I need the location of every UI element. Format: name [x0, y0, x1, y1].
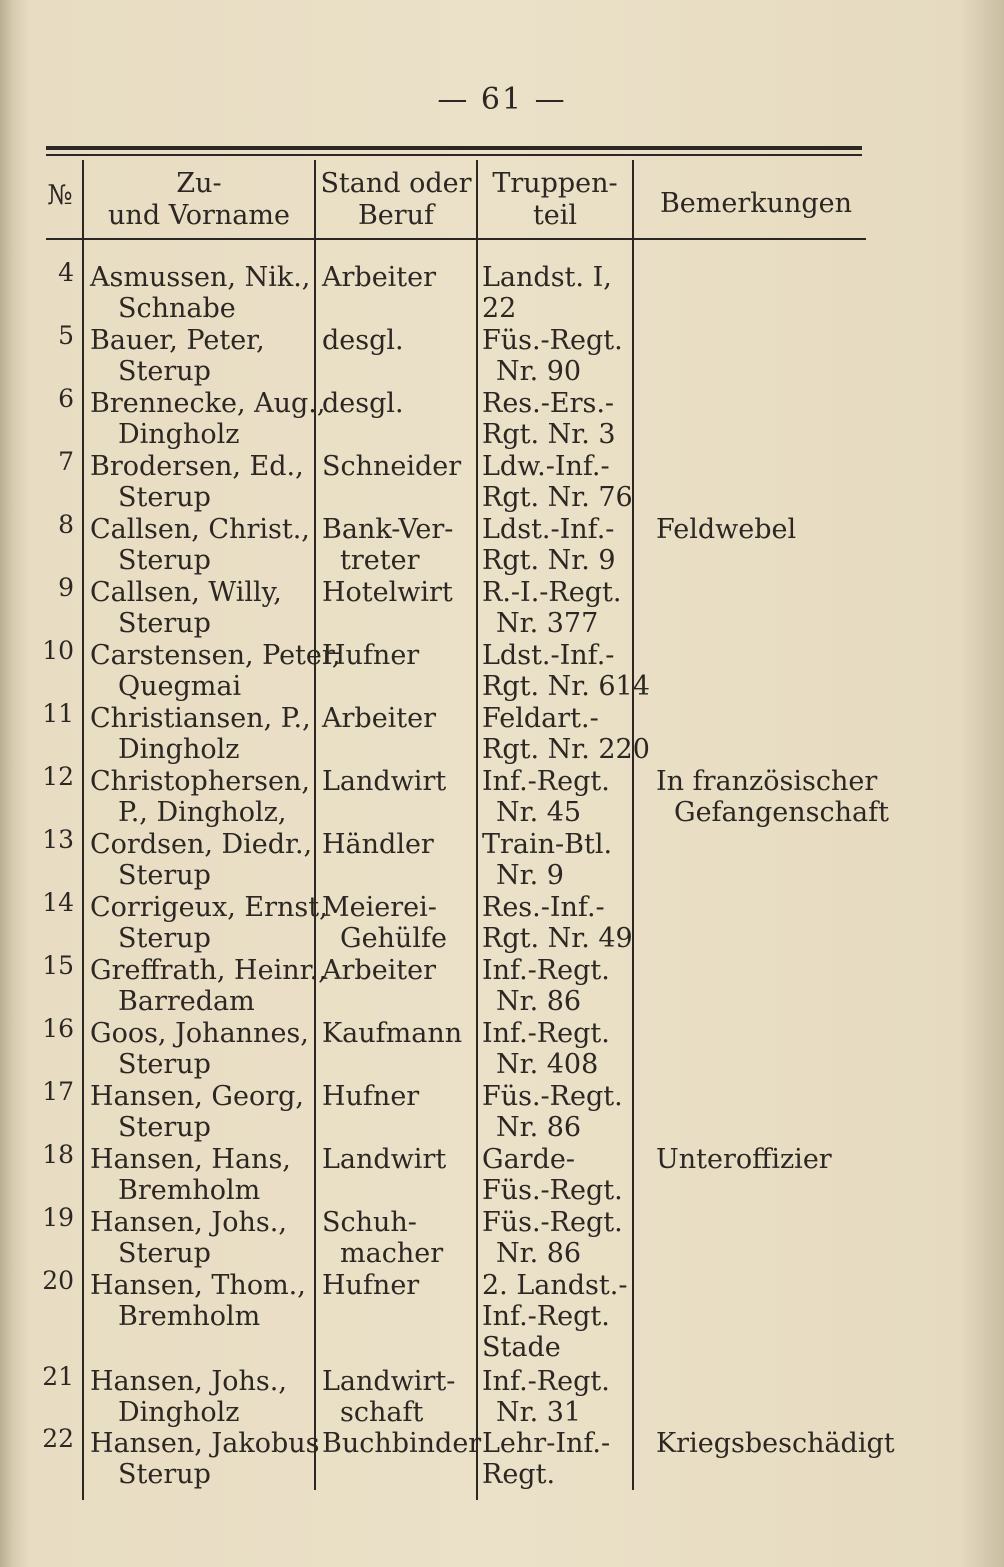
row-occupation [322, 325, 404, 356]
row-unit-line: Rgt. Nr. 76 [482, 482, 633, 513]
row-occupation [322, 766, 446, 797]
row-name [90, 577, 282, 639]
row-number: 11 [42, 699, 74, 728]
row-unit-line: Rgt. Nr. 3 [482, 419, 616, 450]
row-occupation-line: desgl. [322, 388, 404, 419]
header-num: № [47, 180, 73, 211]
row-number: 12 [42, 762, 74, 791]
row-name [90, 829, 312, 891]
row-number: 4 [58, 258, 74, 287]
row-occupation-line: Schuh- [322, 1207, 417, 1238]
row-occupation-line: desgl. [322, 325, 404, 356]
row-unit-line: 22 [482, 293, 517, 324]
row-occupation [322, 1144, 446, 1175]
row-name-line: Barredam [118, 986, 255, 1017]
row-unit-line: Train-Btl. [482, 829, 613, 860]
row-unit-line: Stade [482, 1332, 561, 1363]
row-number: 14 [42, 888, 74, 917]
row-unit [482, 1207, 623, 1269]
row-remarks-line: Feldwebel [656, 514, 797, 545]
row-name-line: Callsen, Willy, [90, 577, 282, 608]
row-unit-line: Lehr-Inf.- [482, 1428, 611, 1459]
row-occupation [322, 1018, 462, 1049]
row-unit [482, 640, 650, 702]
row-name-line: P., Dingholz, [118, 797, 287, 828]
row-number: 22 [42, 1424, 74, 1453]
row-remarks-line: Kriegsbeschädigt [656, 1428, 895, 1459]
row-name-line: Quegmai [118, 671, 242, 702]
row-occupation-line: Landwirt- [322, 1366, 456, 1397]
row-unit-line: Nr. 9 [496, 860, 564, 891]
row-unit [482, 388, 616, 450]
row-unit [482, 1366, 610, 1428]
row-occupation-line: Arbeiter [322, 955, 437, 986]
row-unit-line: Füs.-Regt. [482, 1081, 623, 1112]
row-occupation [322, 577, 453, 608]
row-unit-line: Nr. 377 [496, 608, 599, 639]
row-number: 19 [42, 1203, 74, 1232]
row-name-line: Cordsen, Diedr., [90, 829, 313, 860]
col-divider-unit [632, 160, 634, 1490]
row-name-line: Hansen, Johs., [90, 1366, 287, 1397]
row-number: 7 [58, 447, 74, 476]
row-name [90, 1428, 320, 1490]
row-occupation-line: Landwirt [322, 1144, 447, 1175]
row-unit [482, 1081, 623, 1143]
row-number: 21 [42, 1362, 74, 1391]
row-name [90, 640, 340, 702]
row-unit-line: R.-I.-Regt. [482, 577, 622, 608]
row-occupation [322, 1207, 443, 1269]
row-unit [482, 955, 610, 1017]
row-occupation-line: treter [340, 545, 420, 576]
row-unit-line: Nr. 31 [496, 1397, 582, 1428]
row-name-line: Christiansen, P., [90, 703, 311, 734]
row-occupation [322, 514, 453, 576]
row-unit-line: Inf.-Regt. [482, 1018, 610, 1049]
col-divider-job [476, 160, 478, 1500]
row-name-line: Bauer, Peter, [90, 325, 265, 356]
row-name-line: Goos, Johannes, [90, 1018, 309, 1049]
row-name [90, 1270, 306, 1332]
row-number: 13 [42, 825, 74, 854]
row-unit-line: Füs.-Regt. [482, 1175, 623, 1206]
row-unit-line: Nr. 86 [496, 986, 582, 1017]
row-occupation-line: Gehülfe [340, 923, 447, 954]
row-unit-line: Rgt. Nr. 614 [482, 671, 650, 702]
row-occupation-line: Arbeiter [322, 262, 437, 293]
row-occupation [322, 388, 404, 419]
row-remarks [656, 514, 796, 545]
row-name [90, 1018, 309, 1080]
row-name-line: Brodersen, Ed., [90, 451, 304, 482]
row-unit-line: Ldw.-Inf.- [482, 451, 610, 482]
row-name [90, 514, 310, 576]
row-unit [482, 1270, 627, 1363]
row-name [90, 451, 304, 513]
row-remarks-line: In französischer [656, 766, 878, 797]
row-unit [482, 766, 610, 828]
header-name [86, 168, 312, 232]
header-name-line1: Zu- [176, 168, 222, 199]
row-occupation-line: Hotelwirt [322, 577, 453, 608]
row-name [90, 1207, 287, 1269]
row-name-line: Brennecke, Aug., [90, 388, 326, 419]
row-name [90, 703, 311, 765]
row-occupation [322, 1366, 455, 1428]
row-name [90, 388, 325, 450]
row-remarks-line: Unteroffizier [656, 1144, 832, 1175]
row-unit-line: Inf.-Regt. [482, 955, 610, 986]
row-number: 18 [42, 1140, 74, 1169]
header-rule [46, 238, 866, 240]
row-name-line: Hansen, Thom., [90, 1270, 306, 1301]
row-occupation-line: schaft [340, 1397, 424, 1428]
row-name-line: Greffrath, Heinr., [90, 955, 327, 986]
row-occupation [322, 892, 447, 954]
row-name-line: Sterup [118, 1459, 211, 1490]
row-unit-line: Nr. 408 [496, 1049, 599, 1080]
row-name [90, 325, 265, 387]
row-occupation-line: Hufner [322, 1270, 420, 1301]
row-unit-line: Rgt. Nr. 49 [482, 923, 633, 954]
row-name-line: Schnabe [118, 293, 236, 324]
row-unit [482, 451, 633, 513]
row-number: 8 [58, 510, 74, 539]
row-unit-line: Res.-Inf.- [482, 892, 605, 923]
row-occupation [322, 703, 436, 734]
row-name-line: Corrigeux, Ernst, [90, 892, 328, 923]
row-name-line: Hansen, Georg, [90, 1081, 304, 1112]
col-divider-name [314, 160, 316, 1490]
row-number: 10 [42, 636, 74, 665]
row-unit-line: Rgt. Nr. 9 [482, 545, 616, 576]
row-unit-line: Inf.-Regt. [482, 766, 610, 797]
row-name-line: Callsen, Christ., [90, 514, 310, 545]
row-unit [482, 703, 650, 765]
row-unit-line: Res.-Ers.- [482, 388, 615, 419]
row-name [90, 766, 310, 828]
row-unit [482, 262, 612, 324]
header-unit [480, 168, 630, 232]
row-name [90, 892, 328, 954]
row-remarks-line: Gefangenschaft [674, 797, 889, 828]
row-name-line: Sterup [118, 482, 211, 513]
row-number: 17 [42, 1077, 74, 1106]
row-unit-line: Landst. I, [482, 262, 612, 293]
top-rule-thick [46, 146, 862, 150]
row-unit-line: Ldst.-Inf.- [482, 640, 615, 671]
row-unit [482, 1018, 610, 1080]
row-name-line: Sterup [118, 860, 211, 891]
row-unit-line: Füs.-Regt. [482, 1207, 623, 1238]
row-occupation [322, 955, 436, 986]
row-name-line: Hansen, Hans, [90, 1144, 291, 1175]
row-name-line: Dingholz [118, 734, 240, 765]
row-occupation [322, 1428, 481, 1459]
header-unit-line2: teil [532, 200, 578, 231]
row-occupation-line: Meierei- [322, 892, 437, 923]
row-unit-line: Nr. 90 [496, 356, 582, 387]
col-divider-num [82, 160, 84, 1500]
row-number: 20 [42, 1266, 74, 1295]
row-name-line: Sterup [118, 1049, 211, 1080]
row-name [90, 1144, 291, 1206]
row-name [90, 1366, 287, 1428]
row-unit [482, 1144, 623, 1206]
row-name-line: Sterup [118, 923, 211, 954]
row-name [90, 1081, 304, 1143]
row-unit [482, 514, 616, 576]
row-name-line: Sterup [118, 1112, 211, 1143]
row-unit-line: Inf.-Regt. [482, 1301, 610, 1332]
row-name-line: Sterup [118, 1238, 211, 1269]
row-occupation [322, 640, 419, 671]
row-unit-line: Ldst.-Inf.- [482, 514, 615, 545]
row-occupation-line: Landwirt [322, 766, 447, 797]
top-rule-thin [46, 154, 862, 156]
row-name-line: Christophersen, [90, 766, 310, 797]
row-occupation [322, 1081, 419, 1112]
row-occupation-line: Arbeiter [322, 703, 437, 734]
row-unit [482, 325, 623, 387]
row-occupation-line: Buchbinder [322, 1428, 482, 1459]
row-number: 16 [42, 1014, 74, 1043]
row-name-line: Dingholz [118, 1397, 240, 1428]
header-note: Bemerkungen [659, 188, 853, 219]
row-occupation-line: Schneider [322, 451, 462, 482]
row-unit-line: 2. Landst.- [482, 1270, 628, 1301]
row-number: 5 [58, 321, 74, 350]
row-name-line: Sterup [118, 545, 211, 576]
row-unit-line: Regt. [482, 1459, 556, 1490]
row-unit-line: Nr. 86 [496, 1238, 582, 1269]
row-number: 6 [58, 384, 74, 413]
row-name-line: Hansen, Jakobus [90, 1428, 320, 1459]
row-unit [482, 892, 633, 954]
row-unit-line: Nr. 45 [496, 797, 582, 828]
row-occupation-line: macher [340, 1238, 444, 1269]
row-remarks [656, 766, 889, 828]
row-name-line: Dingholz [118, 419, 240, 450]
row-unit-line: Garde- [482, 1144, 575, 1175]
page-number: — 61 — [437, 82, 567, 117]
row-occupation [322, 451, 461, 482]
header-job-line2: Beruf [357, 200, 435, 231]
header-job [318, 168, 474, 232]
row-unit-line: Füs.-Regt. [482, 325, 623, 356]
row-name-line: Hansen, Johs., [90, 1207, 287, 1238]
row-occupation-line: Hufner [322, 1081, 420, 1112]
row-name-line: Sterup [118, 356, 211, 387]
row-unit [482, 829, 612, 891]
header-unit-line1: Truppen- [492, 168, 618, 199]
row-name-line: Bremholm [118, 1301, 261, 1332]
row-occupation-line: Händler [322, 829, 434, 860]
row-occupation-line: Bank-Ver- [322, 514, 454, 545]
row-number: 15 [42, 951, 74, 980]
row-name-line: Carstensen, Peter, [90, 640, 341, 671]
row-name-line: Asmussen, Nik., [90, 262, 311, 293]
row-occupation-line: Kaufmann [322, 1018, 463, 1049]
row-unit [482, 1428, 610, 1490]
row-name-line: Bremholm [118, 1175, 261, 1206]
row-occupation [322, 262, 436, 293]
row-occupation [322, 829, 434, 860]
row-unit-line: Nr. 86 [496, 1112, 582, 1143]
row-remarks [656, 1428, 895, 1459]
row-unit-line: Rgt. Nr. 220 [482, 734, 650, 765]
row-name [90, 955, 327, 1017]
row-unit-line: Inf.-Regt. [482, 1366, 610, 1397]
row-unit-line: Feldart.- [482, 703, 599, 734]
row-name [90, 262, 310, 324]
row-unit [482, 577, 621, 639]
row-remarks [656, 1144, 832, 1175]
row-number: 9 [58, 573, 74, 602]
header-job-line1: Stand oder [320, 168, 472, 199]
row-occupation-line: Hufner [322, 640, 420, 671]
row-occupation [322, 1270, 419, 1301]
header-name-line2: und Vorname [108, 200, 290, 231]
row-name-line: Sterup [118, 608, 211, 639]
